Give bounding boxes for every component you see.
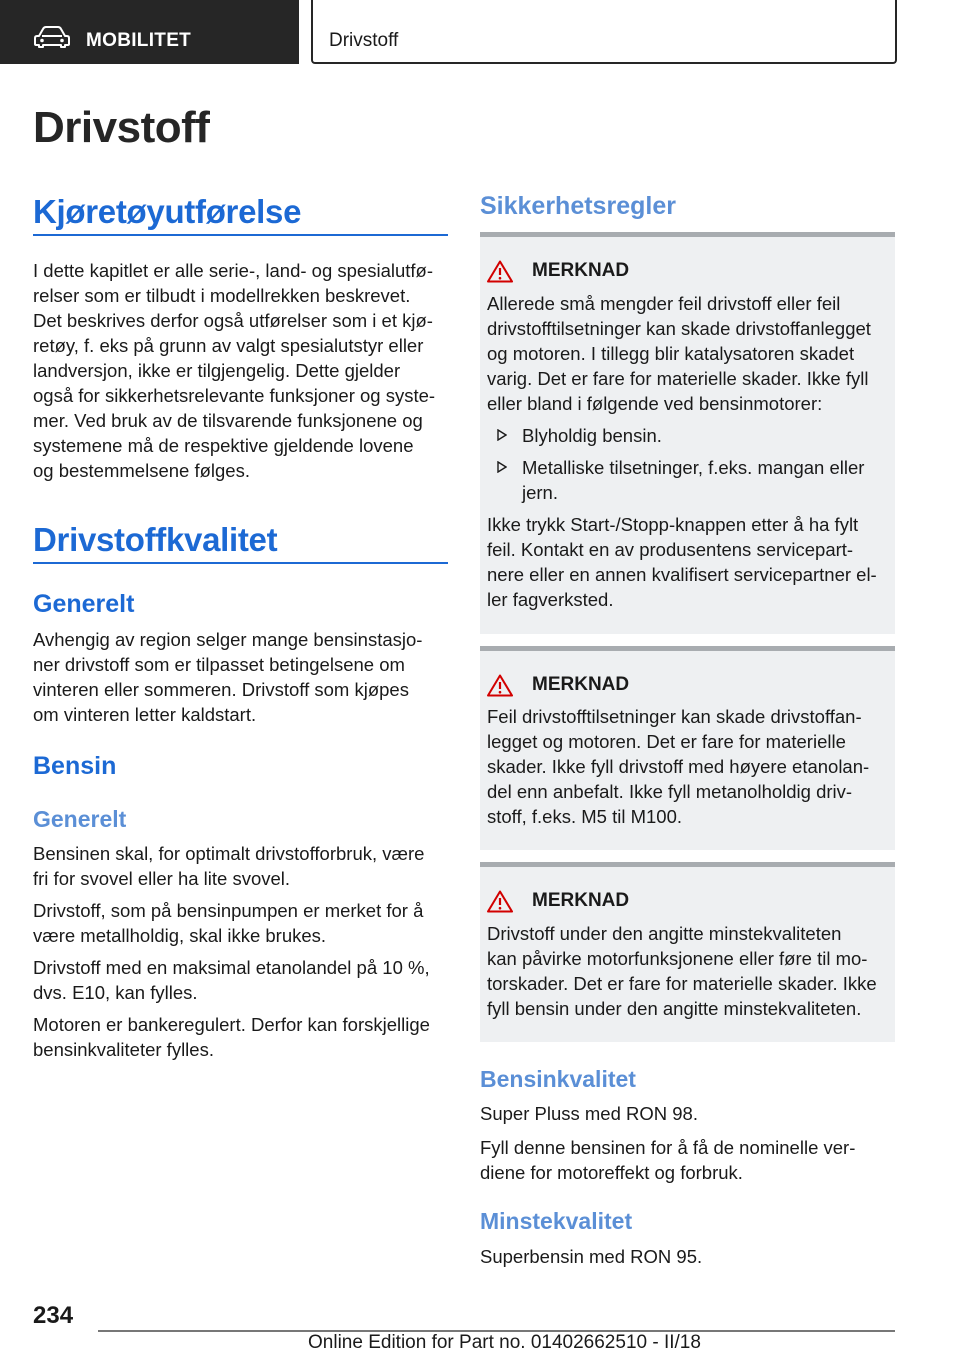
petrol-paragraph-4: Motoren er bankeregulert. Derfor kan forskjellige bensinkvaliteter fylles. [33,1014,430,1060]
heading-petrol: Bensin [33,752,117,780]
heading-minimum-quality: Minstekvalitet [480,1208,633,1234]
warning-icon [487,674,513,697]
heading-general: Generelt [33,590,135,618]
footer-edition: Online Edition for Part no. 01402662510 - II/18 [308,1332,701,1353]
note-label: MERKNAD [532,674,630,695]
header-title-box [311,0,897,64]
note-top-bar [480,862,895,867]
vehicle-version-paragraph: I dette kapitlet er alle serie-, land- og spesialutfø- relser som er tilbudt i modellrekken beskrevet. Det beskrives derfor også utførelser som i et kjø- retøy, f. eks på grunn av valgt spesialutstyr eller landversjon, ikke er tilgjengelig. Dette gjelder også for sikkerhetsrelevante funksjoner og syste- mer. Ved bruk av de tilsvarende funksjonene og systemene må de respektive gjeldende lovene og bestemmelsene følges. [33,260,436,481]
list-item: Metalliske tilsetninger, f.eks. mangan eller jern. [487,455,887,505]
note-box-3 [480,862,895,1042]
note-body-2: Feil drivstofftilsetninger kan skade drivstoffan- legget og motoren. Det er fare for materielle skader. Ikke fyll drivstoff med høyere etanolan- del enn anbefalt. Ikke fyll metanolholdig driv- stoff, f.eks. M5 til M100. [487,706,870,827]
note-body-3: Drivstoff under den angitte minstekvaliteten kan påvirke motorfunksjonene eller føre til mo- torskader. Det er fare for materielle skader. Ikke fyll bensin under den angitte minstekvaliteten. [487,923,877,1019]
note-intro: Allerede små mengder feil drivstoff eller feil drivstofftilsetninger kan skade drivstoffanlegget og motoren. I tillegg blir katalysatoren skadet varig. Det er fare for materielle skader. Ikke fyll eller bland i følgende ved bensinmotorer: [487,293,871,414]
warning-icon [487,890,513,913]
car-icon [34,26,70,48]
heading-petrol-general: Generelt [33,806,127,832]
heading-rule [33,562,448,564]
header-section-label: MOBILITET [86,30,192,51]
heading-fuel-quality: Drivstoffkvalitet [33,521,278,558]
note-box-1 [480,232,895,634]
petrol-paragraph-1: Bensinen skal, for optimalt drivstofforbruk, være fri for svovel eller ha lite svovel. [33,843,425,889]
minimum-quality-paragraph: Superbensin med RON 95. [480,1246,703,1267]
note-header [487,673,630,697]
note-label: MERKNAD [532,890,630,911]
header-section-tab [0,0,299,64]
heading-rule [33,234,448,236]
note-top-bar [480,646,895,651]
petrol-quality-paragraph-2: Fyll denne bensinen for å få de nominelle ver- diene for motoreffekt og forbruk. [480,1137,856,1183]
heading-safety-rules: Sikkerhetsregler [480,192,676,220]
note-header [487,889,630,913]
note-top-bar [480,232,895,237]
heading-petrol-quality: Bensinkvalitet [480,1066,636,1092]
header-title: Drivstoff [329,30,399,51]
page-title: Drivstoff [33,103,210,152]
note-outro: Ikke trykk Start-/Stopp-knappen etter å ha fylt feil. Kontakt en av produsentens servicepart- nere eller en annen kvalifisert servicepartner el- ler fagverksted. [487,514,877,610]
warning-icon [487,260,513,283]
note-label: MERKNAD [532,260,630,281]
note-header [487,259,630,283]
note-body-1 [487,291,887,612]
petrol-paragraph-2: Drivstoff, som på bensinpumpen er merket for å være metallholdig, skal ikke brukes. [33,900,424,946]
triangle-bullet-icon [497,429,507,441]
list-item: Blyholdig bensin. [487,423,887,448]
triangle-bullet-icon [497,461,507,473]
note-list [487,423,887,505]
heading-vehicle-version: Kjøretøyutførelse [33,193,302,230]
page-number: 234 [33,1302,74,1329]
note-box-2 [480,646,895,850]
general-paragraph: Avhengig av region selger mange bensinstasjo- ner drivstoff som er tilpasset betingelsene om vinteren eller sommeren. Drivstoff som kjøpes om vinteren letter kaldstart. [33,629,423,725]
petrol-quality-paragraph-1: Super Pluss med RON 98. [480,1103,698,1124]
petrol-paragraph-3: Drivstoff med en maksimal etanolandel på 10 %, dvs. E10, kan fylles. [33,957,430,1003]
